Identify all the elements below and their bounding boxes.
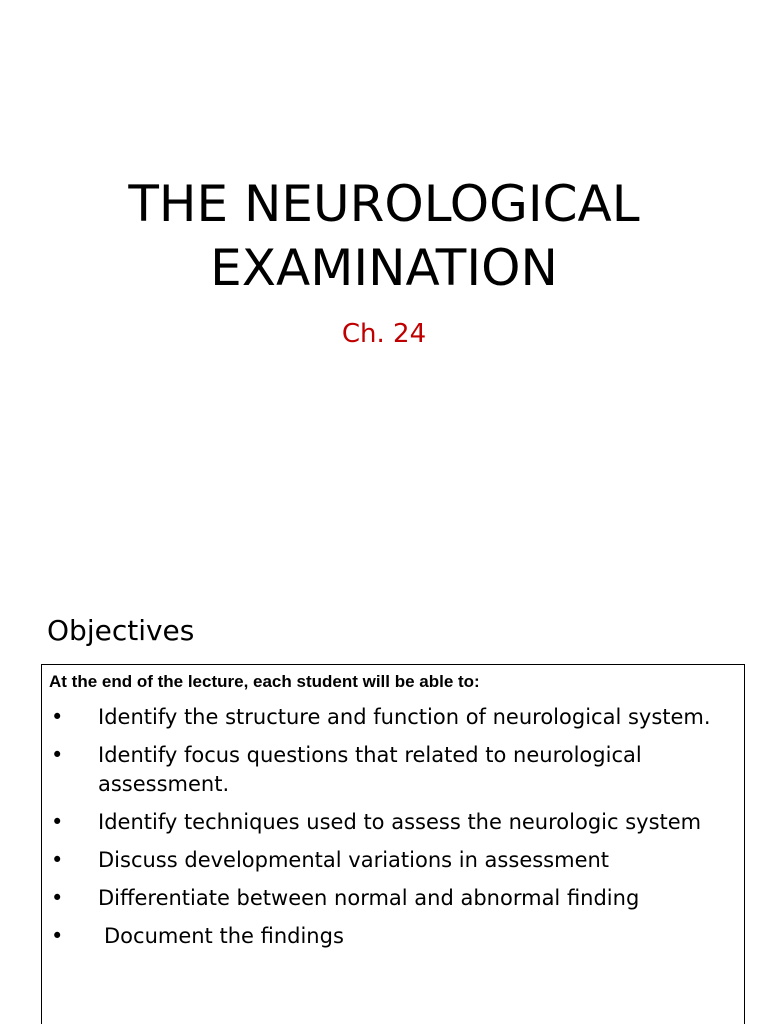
objectives-heading: Objectives bbox=[47, 614, 195, 647]
slide-subtitle: Ch. 24 bbox=[341, 319, 427, 349]
objectives-list bbox=[42, 703, 742, 960]
objectives-slide bbox=[0, 578, 768, 1024]
bullet-icon: • bbox=[51, 924, 64, 948]
list-item-text: Discuss developmental variations in assessment bbox=[98, 848, 610, 872]
list-item bbox=[42, 808, 742, 837]
list-item-text: Differentiate between normal and abnormal finding bbox=[98, 886, 640, 910]
objectives-box bbox=[41, 664, 745, 1024]
list-item-text: Document the findings bbox=[104, 924, 344, 948]
list-item bbox=[42, 846, 742, 875]
bullet-icon: • bbox=[51, 705, 64, 729]
list-item-text: Identify focus questions that related to neurological assessment. bbox=[98, 743, 642, 796]
bullet-icon: • bbox=[51, 810, 64, 834]
bullet-icon: • bbox=[51, 886, 64, 910]
slide-title-line-2: EXAMINATION bbox=[210, 239, 558, 297]
list-item-text: Identify the structure and function of neurological system. bbox=[98, 705, 711, 729]
list-item bbox=[42, 741, 742, 799]
list-item bbox=[42, 922, 742, 951]
slide-title-line-1: THE NEUROLOGICAL bbox=[128, 175, 640, 233]
bullet-icon: • bbox=[51, 848, 64, 872]
slide-title bbox=[0, 172, 768, 300]
list-item bbox=[42, 703, 742, 732]
list-item bbox=[42, 884, 742, 913]
list-item-text: Identify techniques used to assess the neurologic system bbox=[98, 810, 702, 834]
objectives-intro: At the end of the lecture, each student will be able to: bbox=[49, 672, 480, 691]
bullet-icon: • bbox=[51, 743, 64, 767]
